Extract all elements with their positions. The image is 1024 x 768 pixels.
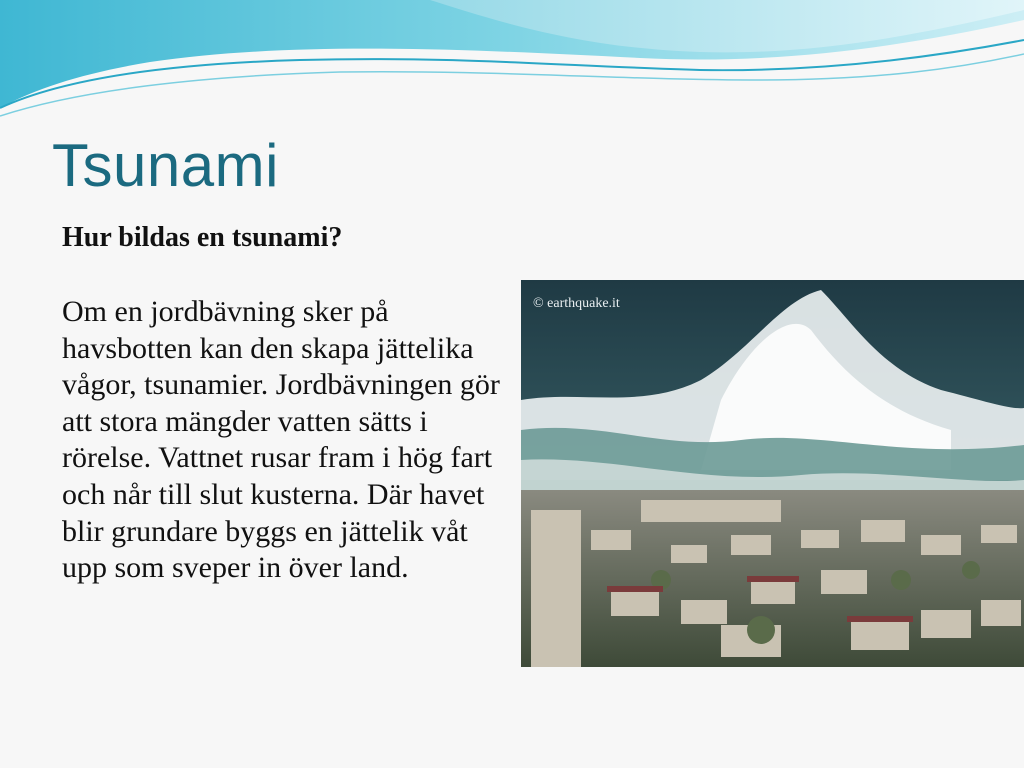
- question-heading: Hur bildas en tsunami?: [62, 222, 343, 253]
- slide-title: Tsunami: [52, 132, 279, 199]
- body-text: Om en jordbävning sker på havsbotten kan den skapa jättelika vågor, tsunamier. Jordbävningen gör att stora mängder vatten sätts i rörelse. Vattnet rusar fram i hög fart och når till slut kusterna. Där havet blir grundare byggs en jättelik våt upp som sveper in över land.: [62, 295, 500, 585]
- tsunami-photo-illustration: [521, 280, 1024, 667]
- wave-header-decoration: [0, 0, 1024, 130]
- image-credit: © earthquake.it: [533, 296, 620, 311]
- tsunami-photo: [521, 280, 1024, 667]
